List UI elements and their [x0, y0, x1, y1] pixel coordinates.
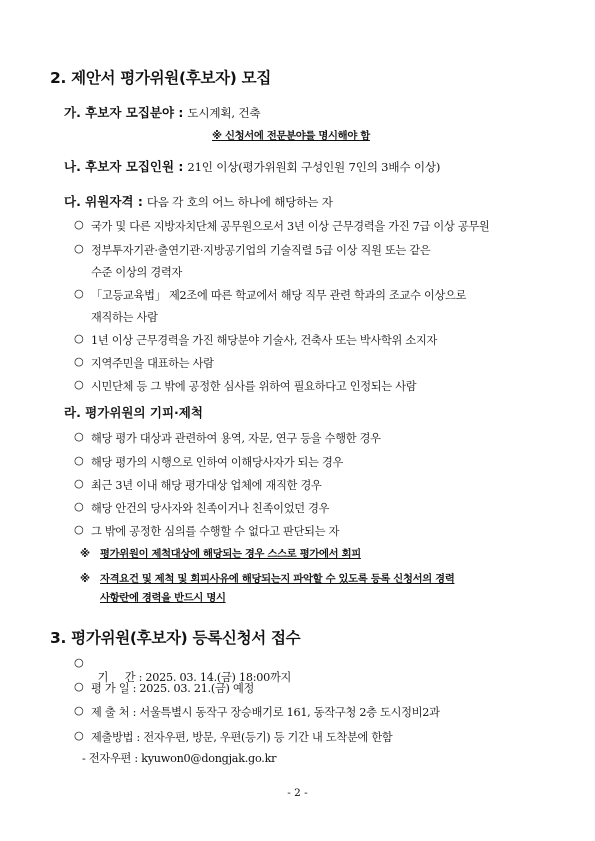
- da-line: [64, 192, 333, 210]
- bullet-circle-icon: ○: [74, 287, 84, 300]
- ga-value: 도시계획, 건축: [187, 106, 261, 120]
- s3-item-4: [74, 729, 393, 745]
- da-item-3-cont: 재직하는 사람: [91, 311, 158, 324]
- bullet-circle-icon: ○: [74, 523, 84, 536]
- da-item-6: [74, 378, 416, 394]
- ra-label: 라. 평가위원의 기피·제척: [64, 405, 203, 420]
- da-item-text: 지역주민을 대표하는 사람: [91, 357, 214, 370]
- bullet-circle-icon: ○: [74, 500, 84, 513]
- da-label: 다. 위원자격 :: [64, 194, 143, 209]
- ra-note-1: [80, 545, 361, 560]
- ra-item-5: [74, 523, 339, 539]
- ra-item-text: 그 밖에 공정한 심의를 수행할 수 없다고 판단되는 자: [91, 525, 340, 538]
- na-line: [64, 157, 440, 175]
- da-item-1: [74, 218, 490, 234]
- bullet-circle-icon: ○: [74, 332, 84, 345]
- note-mark-icon: ※: [80, 573, 90, 585]
- bullet-circle-icon: ○: [74, 656, 84, 669]
- da-item-5: [74, 355, 214, 371]
- ra-item-2: [74, 454, 343, 470]
- section-2-title: 2. 제안서 평가위원(후보자) 모집: [50, 69, 272, 87]
- na-label: 나. 후보자 모집인원 :: [64, 159, 184, 174]
- ra-note-text: 자격요건 및 제척 및 회피사유에 해당되는지 파악할 수 있도록 등록 신청서의 경력: [100, 573, 455, 585]
- s3-email: - 전자우편 : kyuwon0@dongjak.go.kr: [82, 752, 277, 765]
- da-item-2-cont: 수준 이상의 경력자: [91, 266, 183, 279]
- da-item-text: 「고등교육법」 제2조에 따른 학교에서 해당 직무 관련 학과의 조교수 이상으로: [91, 289, 467, 302]
- ga-line: [64, 103, 260, 121]
- note-mark-icon: ※: [80, 548, 90, 560]
- s3-item-2: [74, 680, 254, 696]
- ra-item-4: [74, 500, 329, 516]
- ra-note-2-cont: 사항란에 경력을 반드시 명시: [100, 592, 226, 604]
- da-item-text: 정부투자기관·출연기관·지방공기업의 기술직렬 5급 이상 직원 또는 같은: [91, 244, 431, 257]
- ra-line: [64, 403, 203, 421]
- da-item-4: [74, 332, 437, 348]
- bullet-circle-icon: ○: [74, 680, 84, 693]
- ra-item-text: 최근 3년 이내 해당 평가대상 업체에 재직한 경우: [91, 479, 322, 492]
- ra-item-text: 해당 평가의 시행으로 인하여 이해당사자가 되는 경우: [91, 456, 344, 469]
- da-value: 다음 각 호의 어느 하나에 해당하는 자: [146, 195, 333, 209]
- section-3-title: 3. 평가위원(후보자) 등록신청서 접수: [50, 629, 301, 647]
- bullet-circle-icon: ○: [74, 242, 84, 255]
- da-item-2: [74, 242, 430, 258]
- ra-item-1: [74, 430, 381, 446]
- ra-item-text: 해당 안건의 당사자와 친족이거나 친족이었던 경우: [91, 502, 330, 515]
- bullet-circle-icon: ○: [74, 355, 84, 368]
- na-value: 21인 이상(평가위원회 구성인원 7인의 3배수 이상): [187, 160, 441, 174]
- ra-note-text: 평가위원이 제척대상에 해당되는 경우 스스로 평가에서 회피: [100, 548, 361, 560]
- s3-item-text: 평 가 일 : 2025. 03. 21.(금) 예정: [91, 682, 255, 695]
- page-number: - 2 -: [287, 787, 308, 799]
- da-item-text: 국가 및 다른 지방자치단체 공무원으로서 3년 이상 근무경력을 가진 7급 이상 공무원: [91, 220, 490, 233]
- s3-item-text: 기 간 : 2025. 03. 14.(금) 18:00까지: [97, 671, 292, 684]
- ga-label: 가. 후보자 모집분야 :: [64, 105, 184, 120]
- s3-item-3: [74, 704, 440, 720]
- da-item-text: 시민단체 등 그 밖에 공정한 심사를 위하여 필요하다고 인정되는 사람: [91, 380, 417, 393]
- ga-note: ※ 신청서에 전문분야를 명시해야 함: [212, 130, 370, 142]
- bullet-circle-icon: ○: [74, 218, 84, 231]
- da-item-text: 1년 이상 근무경력을 가진 해당분야 기술사, 건축사 또는 박사학위 소지자: [91, 334, 438, 347]
- da-item-3: [74, 287, 466, 303]
- bullet-circle-icon: ○: [74, 729, 84, 742]
- ra-item-text: 해당 평가 대상과 관련하여 용역, 자문, 연구 등을 수행한 경우: [91, 432, 381, 445]
- s3-item-text: 제출방법 : 전자우편, 방문, 우편(등기) 등 기간 내 도착분에 한함: [91, 731, 393, 744]
- bullet-circle-icon: ○: [74, 430, 84, 443]
- ra-item-3: [74, 477, 322, 493]
- ra-note-2: [80, 570, 454, 585]
- bullet-circle-icon: ○: [74, 704, 84, 717]
- bullet-circle-icon: ○: [74, 477, 84, 490]
- bullet-circle-icon: ○: [74, 378, 84, 391]
- s3-item-text: 제 출 처 : 서울특별시 동작구 장승배기로 161, 동작구청 2층 도시정비2과: [91, 706, 440, 719]
- bullet-circle-icon: ○: [74, 454, 84, 467]
